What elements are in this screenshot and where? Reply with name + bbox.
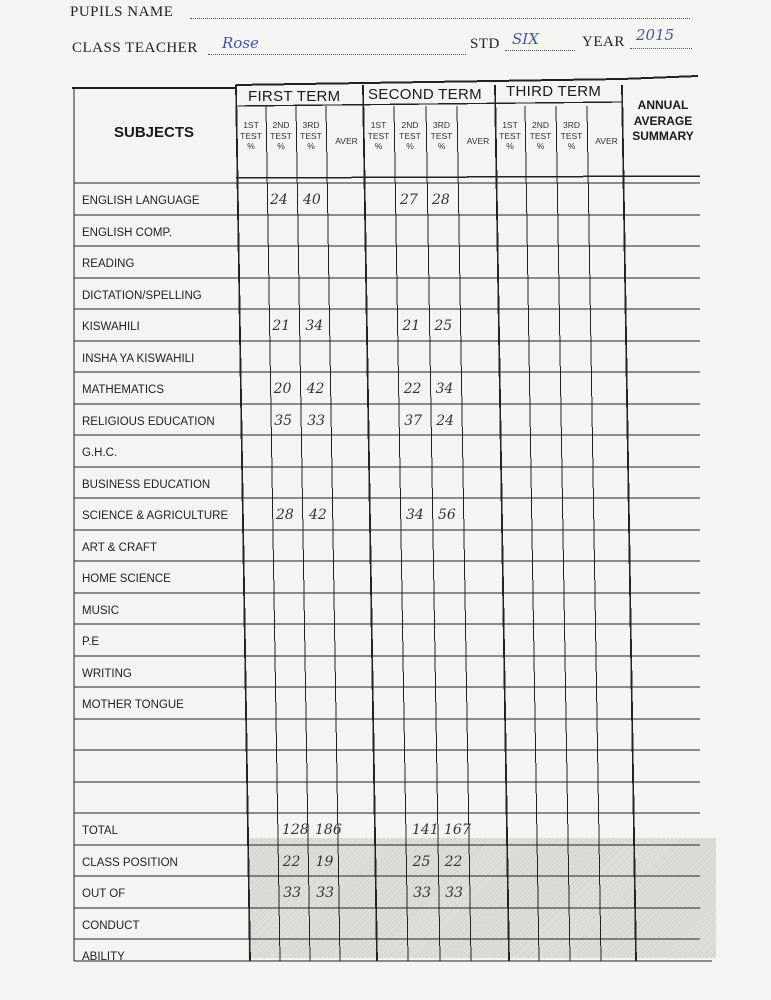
sub-col-header-text: AVER [595,136,618,146]
mark-value: 33 [413,885,432,901]
subject-label: BUSINESS EDUCATION [82,479,211,491]
mark-value: 28 [276,507,294,523]
year-value: 2015 [636,26,675,44]
subject-label: TOTAL [82,825,118,837]
mark-value: 40 [303,192,321,208]
sub-col-header-text: TEST [499,130,521,141]
mark-value: 34 [305,318,324,334]
sub-col-header-text: TEST [399,130,421,141]
subject-label: G.H.C. [82,447,118,459]
mark-value: 22 [403,381,422,397]
mark-value: 128 [282,822,309,838]
sub-col-header [426,120,457,152]
subject-label: RELIGIOUS EDUCATION [82,416,215,428]
sub-col-header [556,120,587,152]
subject-label: ABILITY [82,951,125,963]
sub-col-header [459,136,497,147]
mark-value: 37 [404,413,423,429]
mark-value: 42 [306,381,325,397]
sub-col-header [328,136,365,147]
subject-label: MUSIC [82,605,120,617]
sub-col-header-text: % [567,141,576,152]
subject-label: OUT OF [82,888,126,900]
annual-header-line-1: ANNUAL [637,98,689,112]
sub-col-header-text: % [506,141,514,152]
sub-col-header [394,120,426,152]
mark-value: 34 [435,381,454,397]
sub-col-header-text: AVER [335,136,358,146]
subject-label: WRITING [82,668,132,680]
subjects-header: SUBJECTS [114,124,195,141]
std-value: SIX [512,30,539,48]
subject-label: MOTHER TONGUE [82,699,184,711]
sub-col-header-text: 1ST [502,120,518,130]
mark-value: 33 [283,885,302,901]
mark-value: 19 [315,854,334,870]
subject-label: DICTATION/SPELLING [82,290,202,302]
annual-header-line-2: AVERAGE [633,113,693,128]
sub-col-header-text: 3RD [432,120,450,130]
sub-col-header-text: TEST [240,130,262,141]
subject-label: ENGLISH LANGUAGE [82,195,200,207]
subject-label: ENGLISH COMP. [82,227,172,239]
sub-col-header-text: 2ND [401,120,419,130]
class-teacher-label: CLASS TEACHER [72,40,198,56]
sub-col-header-text: % [247,141,255,152]
class-teacher-value: Rose [222,34,259,52]
mark-value: 167 [444,822,471,838]
std-label: STD [470,36,500,52]
sub-col-header-text: 2ND [272,120,290,130]
sub-col-header [589,136,624,147]
mark-value: 35 [274,413,293,429]
mark-value: 21 [402,318,421,334]
mark-value: 24 [270,192,288,208]
sub-col-header-text: TEST [560,130,583,141]
sub-col-header [495,120,525,152]
subject-label: KISWAHILI [82,321,140,333]
subject-label: P.E [82,636,100,648]
mark-value: 22 [444,854,463,870]
subject-label: CONDUCT [82,920,140,932]
mark-value: 21 [272,318,291,334]
mark-value: 22 [282,854,301,870]
sub-col-header-text: 2ND [531,120,549,130]
subject-label: ART & CRAFT [82,542,157,554]
annual-average-header [622,98,704,145]
subject-label: READING [82,258,135,270]
sub-col-header [266,120,296,152]
mark-value: 186 [315,822,342,838]
annual-header-line-3: SUMMARY [632,129,694,144]
mark-value: 33 [307,413,326,429]
sub-col-header [525,120,556,152]
mark-value: 33 [316,885,335,901]
sub-col-header-text: TEST [430,130,453,141]
sub-col-header-text: % [406,141,414,152]
mark-value: 42 [309,507,327,523]
year-label: YEAR [582,34,625,50]
mark-value: 25 [434,318,453,334]
sub-col-header-text: % [536,141,545,152]
sub-col-header-text: % [374,141,383,152]
mark-value: 141 [412,822,439,838]
sub-col-header-text: 1ST [243,120,259,130]
third-term-header: THIRD TERM [506,83,602,100]
mark-value: 28 [432,192,450,208]
sub-col-header-text: 3RD [302,120,320,130]
sub-col-header-text: TEST [270,130,292,141]
subject-label: SCIENCE & AGRICULTURE [82,510,229,522]
pupil-name-label: PUPILS NAME [70,4,174,20]
mark-value: 25 [412,854,431,870]
first-term-header: FIRST TERM [248,88,341,105]
sub-col-header [236,120,266,152]
subject-label: CLASS POSITION [82,857,178,869]
subject-label: HOME SCIENCE [82,573,171,585]
sub-col-header-text: % [277,141,285,152]
sub-col-header [363,120,394,152]
sub-col-header-text: % [307,141,315,152]
sub-col-header-text: AVER [466,136,490,146]
second-term-header: SECOND TERM [368,86,482,103]
mark-value: 56 [438,507,456,523]
mark-value: 24 [436,413,455,429]
sub-col-header [296,120,326,152]
subject-label: INSHA YA KISWAHILI [82,353,195,365]
sub-col-header-text: 3RD [562,120,580,130]
mark-value: 33 [445,885,464,901]
mark-value: 27 [400,192,418,208]
sub-col-header-text: % [437,141,446,152]
subject-label: MATHEMATICS [82,384,164,396]
mark-value: 20 [273,381,292,397]
mark-value: 34 [406,507,424,523]
sub-col-header-text: TEST [367,130,390,141]
sub-col-header-text: TEST [300,130,322,141]
sub-col-header-text: 1ST [370,120,387,130]
sub-col-header-text: TEST [529,130,552,141]
